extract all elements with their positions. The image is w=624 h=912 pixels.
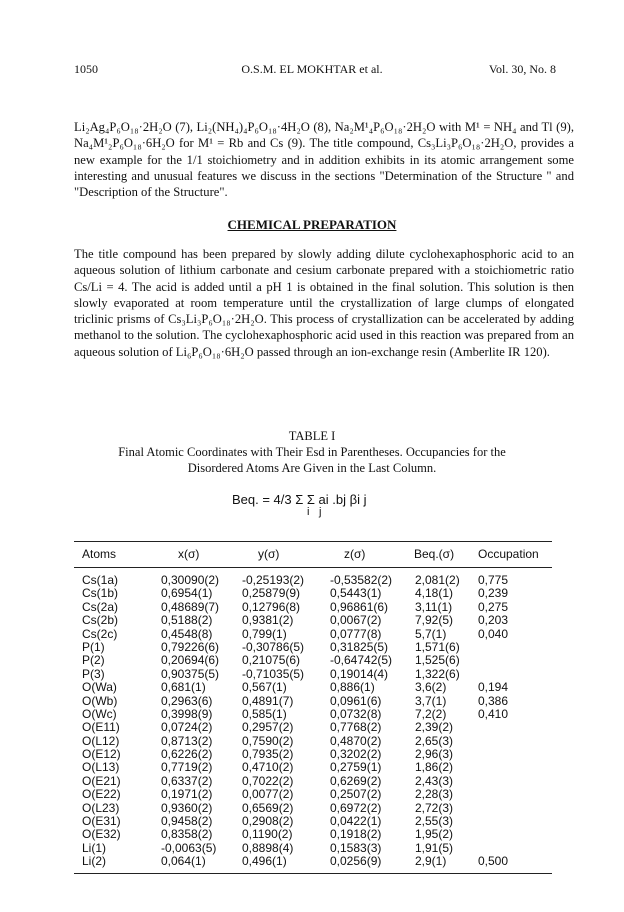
table-cell: 0,96861(6)	[330, 599, 389, 614]
table-cell: 0,496(1)	[242, 854, 287, 869]
table-row	[74, 842, 552, 855]
formula-text: Beq. = 4/3 Σ Σ ai .bj βi j	[232, 492, 367, 507]
table-cell: 0,0422(1)	[330, 814, 382, 829]
table-cell: 0,90375(5)	[161, 666, 220, 681]
table-cell: 5,7(1)	[415, 626, 447, 641]
table-caption: Final Atomic Coordinates with Their Esd in Parentheses. Occupancies for the Disordered Atoms Are Given in the Last Column.	[118, 445, 506, 475]
page-number: 1050	[74, 62, 98, 76]
table-cell: 0,681(1)	[161, 680, 206, 695]
table-cell: 0,275	[478, 599, 509, 614]
table-cell: 0,1918(2)	[330, 827, 382, 842]
table-cell: Li(1)	[82, 840, 107, 855]
table-cell: 0,799(1)	[242, 626, 287, 641]
table-cell: 1,525(6)	[415, 653, 460, 668]
table-cell: 2,9(1)	[415, 854, 447, 869]
section-heading: CHEMICAL PREPARATION	[227, 217, 397, 232]
table-row	[74, 815, 552, 828]
table-row	[74, 587, 552, 600]
table-top-rule	[74, 541, 552, 542]
table-cell: 0,4891(7)	[242, 693, 294, 708]
table-cell: 3,6(2)	[415, 680, 447, 695]
table-cell: 7,92(5)	[415, 613, 454, 628]
table-cell: 2,96(3)	[415, 747, 454, 762]
coordinates-table	[74, 543, 552, 869]
table-cell: 0,7935(2)	[242, 747, 294, 762]
table-row	[74, 574, 552, 587]
table-cell: 0,4710(2)	[242, 760, 294, 775]
table-cell: 1,95(2)	[415, 827, 454, 842]
table-cell: O(Wa)	[82, 680, 117, 695]
table-cell: 0,386	[478, 693, 509, 708]
table-cell: 0,5188(2)	[161, 613, 213, 628]
table-title: TABLE I	[288, 429, 336, 443]
table-cell: 0,0077(2)	[242, 787, 294, 802]
table-cell: 0,2963(6)	[161, 693, 213, 708]
table-cell: 7,2(2)	[415, 706, 447, 721]
table-header-rule	[74, 567, 552, 568]
table-header-row	[74, 543, 552, 565]
table-cell: O(L23)	[82, 800, 120, 815]
formula-index-i: i	[307, 506, 310, 518]
table-row	[74, 721, 552, 734]
table-cell: O(L12)	[82, 733, 120, 748]
table-cell: O(E11)	[82, 720, 120, 735]
table-cell: -0,25193(2)	[242, 573, 305, 587]
table-cell: 0,48689(7)	[161, 599, 220, 614]
table-row	[74, 614, 552, 627]
table-row	[74, 668, 552, 681]
table-cell: 0,886(1)	[330, 680, 375, 695]
table-cell: 2,081(2)	[415, 573, 460, 587]
table-cell: 0,7719(2)	[161, 760, 213, 775]
table-cell: 0,20694(6)	[161, 653, 220, 668]
table-row	[74, 748, 552, 761]
formula-index-j: j	[319, 506, 322, 518]
table-row	[74, 628, 552, 641]
table-cell: 0,040	[478, 626, 509, 641]
table-cell: 0,25879(9)	[242, 586, 301, 601]
table-cell: 0,12796(8)	[242, 599, 301, 614]
table-cell: 1,322(6)	[415, 666, 460, 681]
table-cell: 3,7(1)	[415, 693, 447, 708]
table-cell: O(L13)	[82, 760, 120, 775]
table-cell: Cs(1a)	[82, 573, 119, 587]
table-cell: 0,8713(2)	[161, 733, 213, 748]
table-cell: 0,8358(2)	[161, 827, 213, 842]
beq-formula	[0, 482, 624, 522]
table-cell: 0,7768(2)	[330, 720, 382, 735]
table-cell: 0,2957(2)	[242, 720, 294, 735]
column-header: Beq.(σ)	[414, 547, 455, 561]
table-cell: O(E32)	[82, 827, 121, 842]
table-cell: 0,6226(2)	[161, 747, 213, 762]
column-header: Occupation	[478, 547, 539, 561]
table-cell: P(2)	[82, 653, 105, 668]
table-cell: 0,31825(5)	[330, 639, 389, 654]
table-cell: 1,571(6)	[415, 639, 460, 654]
table-cell: 0,4548(8)	[161, 626, 213, 641]
table-cell: O(E21)	[82, 773, 121, 788]
table-cell: Li(2)	[82, 854, 107, 869]
table-cell: 0,0732(8)	[330, 706, 382, 721]
table-cell: P(1)	[82, 639, 105, 654]
table-cell: 0,7590(2)	[242, 733, 294, 748]
table-cell: 0,2759(1)	[330, 760, 382, 775]
table-row	[74, 708, 552, 721]
table-cell: 0,1190(2)	[242, 827, 293, 842]
table-cell: 0,0256(9)	[330, 854, 382, 869]
table-cell: 0,064(1)	[161, 854, 206, 869]
table-cell: -0,30786(5)	[242, 639, 305, 654]
table-cell: -0,0063(5)	[161, 840, 217, 855]
table-cell: 0,0777(8)	[330, 626, 382, 641]
table-cell: O(Wc)	[82, 706, 117, 721]
table-cell: 0,775	[478, 573, 509, 587]
table-cell: 1,91(5)	[415, 840, 454, 855]
table-cell: 0,239	[478, 586, 509, 601]
table-cell: 0,8898(4)	[242, 840, 294, 855]
table-cell: P(3)	[82, 666, 105, 681]
table-cell: 0,203	[478, 613, 509, 628]
intro-paragraph: Li₂Ag₄P₆O₁₈·2H₂O (7), Li₂(NH₄)₄P₆O₁₈·4H₂O (8), Na₂M¹₄P₆O₁₈·2H₂O with M¹ = NH₄ and Tl (9), Na₄M¹₂P₆O₁₈·6H₂O for M¹ = Rb and Cs (9). The title compound, Cs₃Li₃P₆O₁₈·2H₂O, provides a new example for the 1/1 stoichiometry and in addition exhibits in its atomic arrangement some interesting and unusual features we discuss in the sections "Determination of the Structure " and "Description of the Structure".	[74, 120, 574, 200]
table-cell: 0,9381(2)	[242, 613, 294, 628]
table-cell: 0,30090(2)	[161, 573, 220, 587]
table-bottom-rule	[74, 873, 552, 874]
table-cell: 0,4870(2)	[330, 733, 382, 748]
table-cell: 0,19014(4)	[330, 666, 389, 681]
preparation-paragraph: The title compound has been prepared by slowly adding dilute cyclohexaphosphoric acid to an aqueous solution of lithium carbonate and cesium carbonate prepared with a stoichiometric ratio Cs/Li = 4. The acid is added until a pH 1 is obtained in the final solution. This solution is then slowly evaporated at room temperature until the crystallization of large clumps of elongated triclinic prisms of Cs₃Li₃P₆O₁₈·2H₂O. This process of crystallization can be accelerated by adding methanol to the solution. The cyclohexaphosphoric acid used in this reaction was prepared from an aqueous solution of Li₆P₆O₁₈·6H₂O passed through an ion-exchange resin (Amberlite IR 120).	[74, 247, 574, 359]
table-cell: 0,6954(1)	[161, 586, 213, 601]
table-row	[74, 654, 552, 667]
table-cell: 0,79226(6)	[161, 639, 220, 654]
table-cell: 0,9360(2)	[161, 800, 213, 815]
table-cell: 0,3998(9)	[161, 706, 213, 721]
table-row	[74, 855, 552, 868]
table-cell: O(E31)	[82, 814, 121, 829]
table-cell: -0,71035(5)	[242, 666, 305, 681]
column-header: z(σ)	[344, 547, 366, 561]
table-cell: Cs(2a)	[82, 599, 119, 614]
table-cell: 0,6972(2)	[330, 800, 382, 815]
table-cell: 0,500	[478, 854, 509, 869]
table-cell: 4,18(1)	[415, 586, 454, 601]
table-row	[74, 681, 552, 694]
table-cell: O(Wb)	[82, 693, 118, 708]
table-cell: 0,6337(2)	[161, 773, 213, 788]
table-cell: -0,53582(2)	[330, 573, 393, 587]
table-row	[74, 641, 552, 654]
column-header: x(σ)	[178, 547, 200, 561]
table-cell: 0,0724(2)	[161, 720, 213, 735]
volume-label: Vol. 30, No. 8	[488, 62, 556, 76]
table-cell: 0,9458(2)	[161, 814, 213, 829]
table-cell: 2,39(2)	[415, 720, 454, 735]
table-row	[74, 828, 552, 841]
table-row	[74, 695, 552, 708]
table-cell: 0,0961(6)	[330, 693, 382, 708]
table-row	[74, 761, 552, 774]
table-cell: O(E22)	[82, 787, 121, 802]
table-cell: 0,6269(2)	[330, 773, 382, 788]
table-cell: 0,1583(3)	[330, 840, 382, 855]
table-cell: Cs(2b)	[82, 613, 119, 628]
table-row	[74, 601, 552, 614]
table-cell: 1,86(2)	[415, 760, 454, 775]
table-cell: 2,28(3)	[415, 787, 454, 802]
table-cell: 0,2908(2)	[242, 814, 294, 829]
table-row	[74, 775, 552, 788]
table-cell: 0,0067(2)	[330, 613, 382, 628]
table-row	[74, 735, 552, 748]
table-cell: 2,65(3)	[415, 733, 454, 748]
table-cell: 2,72(3)	[415, 800, 454, 815]
table-cell: 2,43(3)	[415, 773, 454, 788]
table-cell: 0,5443(1)	[330, 586, 382, 601]
table-cell: -0,64742(5)	[330, 653, 393, 668]
table-body	[74, 574, 552, 869]
column-header: y(σ)	[258, 547, 280, 561]
table-cell: 0,21075(6)	[242, 653, 301, 668]
table-cell: 0,194	[478, 680, 509, 695]
table-row	[74, 802, 552, 815]
table-cell: 0,410	[478, 706, 509, 721]
table-cell: 3,11(1)	[415, 599, 453, 614]
table-row	[74, 788, 552, 801]
table-cell: 0,567(1)	[242, 680, 287, 695]
table-cell: Cs(2c)	[82, 626, 118, 641]
table-cell: 2,55(3)	[415, 814, 454, 829]
table-cell: 0,585(1)	[242, 706, 287, 721]
running-author: O.S.M. EL MOKHTAR et al.	[241, 62, 383, 76]
table-cell: 0,7022(2)	[242, 773, 294, 788]
table-cell: Cs(1b)	[82, 586, 119, 601]
table-cell: 0,1971(2)	[161, 787, 213, 802]
column-header: Atoms	[82, 547, 117, 561]
table-cell: 0,2507(2)	[330, 787, 382, 802]
table-cell: 0,6569(2)	[242, 800, 294, 815]
table-cell: O(E12)	[82, 747, 121, 762]
table-cell: 0,3202(2)	[330, 747, 382, 762]
